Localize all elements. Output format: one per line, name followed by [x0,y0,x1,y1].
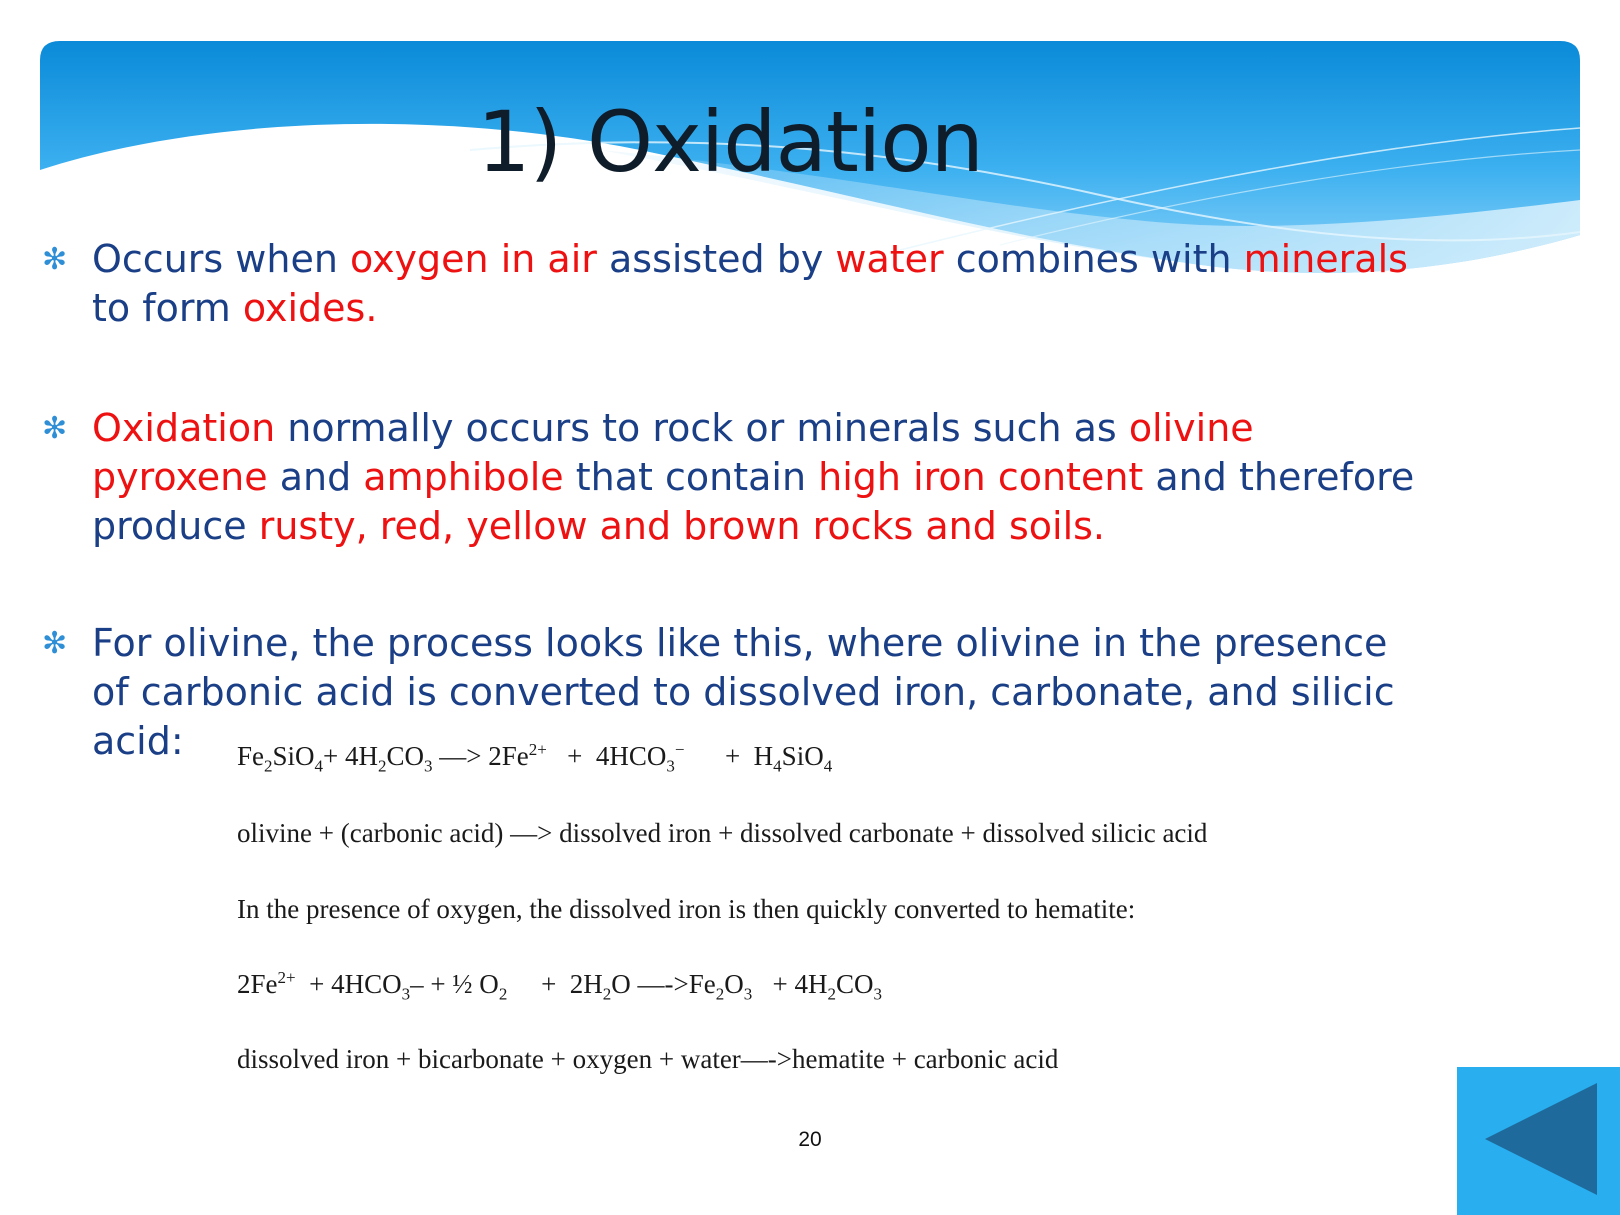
bullet-segment: olivine pyroxene [92,406,1254,499]
equation-part: 4 [823,756,833,776]
equation-part: 2+ [528,740,547,759]
equation-part: + 4H [323,741,379,771]
equation-part: – + ½ O [410,969,499,999]
asterisk-bullet-icon: ✻ [42,242,68,277]
equation-part: 2 [602,984,612,1004]
equation-part: + 4HCO [546,741,667,771]
equation-part: + 4HCO [295,969,402,999]
bullet-segment: that contain [563,455,819,499]
equation-part: − [674,740,685,759]
chemical-equation-olivine [237,740,832,776]
bullet-segment: normally occurs to rock or minerals such as [275,406,1129,450]
bullet-item-oxides [42,235,1432,333]
equation-part: 2 [715,984,725,1004]
bullet-item-minerals [42,404,1432,551]
bullet-segment: rusty, red, yellow and brown rocks and soils. [258,504,1105,548]
slide-title: 1) Oxidation [477,93,983,191]
bullet-text [92,235,1432,333]
word-equation-olivine: olivine + (carbonic acid) —> dissolved iron + dissolved carbonate + dissolved silicic acid [237,818,1208,848]
bullet-segment: high iron content [818,455,1144,499]
equation-part: 4 [773,756,782,776]
bullet-segment: oxygen in air [349,237,597,281]
equation-part: 2 [264,756,273,776]
equation-part: 2 [378,756,387,776]
bullet-segment: Oxidation [92,406,276,450]
equation-part: SiO [272,741,315,771]
asterisk-bullet-icon: ✻ [42,626,68,661]
equation-part: + 2H [507,969,603,999]
chemical-equation-hematite [237,968,882,1004]
bullet-segment: and [267,455,364,499]
equation-part: 3 [743,984,753,1004]
equation-part: SiO [781,741,824,771]
equation-part: 2+ [277,968,296,987]
triangle-left-icon [1457,1067,1620,1215]
bullet-segment: minerals [1243,237,1408,281]
bullet-segment: Occurs when [92,237,350,281]
bullet-segment: amphibole [363,455,564,499]
equation-part: 3 [873,984,883,1004]
bullet-text [92,404,1432,551]
bullet-segment: to form [92,286,243,330]
equation-part: 3 [424,756,433,776]
equation-part: 4 [314,756,324,776]
bullet-segment: and therefore produce [92,455,1415,548]
page-number: 20 [798,1128,822,1151]
bullet-segment: For olivine, the process looks like this, where olivine in the presence of carbonic acid is converted to dissolved iron, carbonate, and silicic acid: [92,621,1395,763]
bullet-segment: assisted by [596,237,836,281]
bullet-segment: water [835,237,944,281]
equation-part: 2 [827,984,836,1004]
hematite-intro-text: In the presence of oxygen, the dissolved iron is then quickly converted to hematite: [237,894,1136,924]
equation-part: + 4H [752,969,828,999]
equation-part: + H [684,741,774,771]
asterisk-bullet-icon: ✻ [42,411,68,446]
equation-part: CO [386,741,425,771]
bullet-segment: oxides. [242,286,378,330]
previous-slide-button[interactable] [1457,1067,1620,1215]
equation-part: 2Fe [237,969,278,999]
equation-part: 3 [401,984,411,1004]
word-equation-hematite: dissolved iron + bicarbonate + oxygen + water—->hematite + carbonic acid [237,1044,1059,1074]
equation-part: 3 [666,756,675,776]
bullet-segment: combines with [943,237,1244,281]
equation-part: O —->Fe [611,969,716,999]
equation-part: 2 [498,984,508,1004]
equation-part: —> 2Fe [432,741,529,771]
equation-part: O [724,969,744,999]
equation-part: Fe [237,741,264,771]
equation-part: CO [836,969,874,999]
